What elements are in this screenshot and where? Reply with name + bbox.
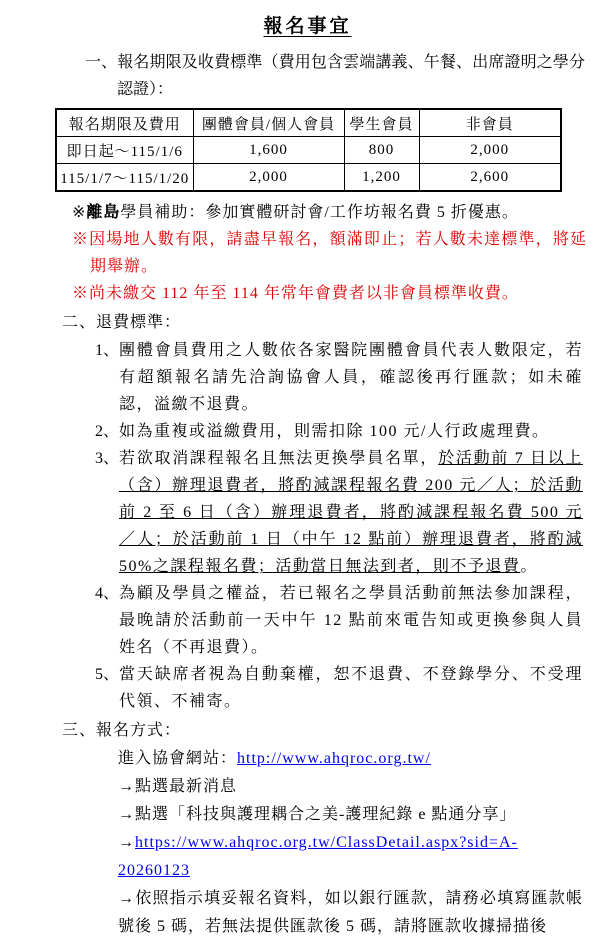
text-run: 如為重複或溢繳費用，則需扣除 100 元/人行政處理費。 xyxy=(119,423,550,440)
text-run: ※ xyxy=(72,204,87,221)
section2-heading: 二、退費標準： xyxy=(62,314,182,331)
item-text xyxy=(119,580,583,661)
fee-table xyxy=(55,108,562,192)
refund-item xyxy=(95,580,583,661)
item-number: 3、 xyxy=(95,450,120,467)
notes-list xyxy=(72,199,587,307)
note-line xyxy=(72,199,587,226)
item-number: 2、 xyxy=(95,423,120,440)
refund-item xyxy=(95,661,583,715)
text-run: 當天缺席者視為自動棄權，恕不退費、不登錄學分、不受理代領、不補寄。 xyxy=(119,666,583,710)
fee-table-head xyxy=(56,109,561,137)
fee-table-row xyxy=(56,137,561,164)
text-run: → xyxy=(118,834,135,851)
section1-heading: 一、報名期限及收費標準（費用包含雲端講義、午餐、出席證明之學分認證）： xyxy=(85,54,585,98)
text-run: →點選「科技與護理耦合之美-護理紀錄 e 點通分享」 xyxy=(118,806,517,823)
note-line xyxy=(72,280,587,307)
text-run: 。 xyxy=(520,558,538,575)
fee-table-cell: 1,200 xyxy=(344,164,419,192)
registration-step xyxy=(118,773,583,801)
hyperlink[interactable]: http://www.ahqroc.org.tw/ xyxy=(237,750,431,767)
item-number: 4、 xyxy=(95,585,120,602)
fee-table-header-cell: 學生會員 xyxy=(344,109,419,137)
fee-table-cell: 1,600 xyxy=(193,137,344,164)
text-run: 學員補助：參加實體研討會/工作坊報名費 5 折優惠。 xyxy=(120,204,519,221)
fee-table-header-cell: 團體會員/個人會員 xyxy=(193,109,344,137)
fee-table-header-cell: 報名期限及費用 xyxy=(56,109,193,137)
registration-step xyxy=(118,829,583,885)
fee-table-cell: 即日起～115/1/6 xyxy=(56,137,193,164)
item-text xyxy=(119,337,583,418)
registration-step xyxy=(118,745,583,773)
item-text xyxy=(119,418,583,445)
text-run: ※尚未繳交 112 年至 114 年常年會費者以非會員標準收費。 xyxy=(72,285,519,302)
registration-step xyxy=(118,801,583,829)
page-title-text: 報名事宜 xyxy=(263,16,352,37)
refund-item xyxy=(95,445,583,580)
text-run: →點選最新消息 xyxy=(118,778,238,795)
note-line xyxy=(72,226,587,280)
fee-table-row xyxy=(56,164,561,192)
fee-table-header-cell: 非會員 xyxy=(419,109,561,137)
item-text xyxy=(119,445,583,580)
text-run: 若欲取消課程報名且無法更換學員名單， xyxy=(119,450,439,467)
registration-step xyxy=(118,885,583,941)
fee-table-cell: 2,000 xyxy=(193,164,344,192)
text-run: 離島 xyxy=(86,204,121,221)
refund-items xyxy=(95,337,583,715)
item-number: 1、 xyxy=(95,342,120,359)
fee-table-body xyxy=(56,137,561,192)
fee-table-cell: 800 xyxy=(344,137,419,164)
text-run: 於活動前 7 日以上（含）辦理退費者，將酌減課程報名費 200 元／人；於活動前 2 至 6 日（含）辦理退費者，將酌減課程報名費 500 元／人；於活動前 1 日（中午 12 點前）辦理退費者，將酌減50%之課程報名費；活動當日無法到者，則不予退費 xyxy=(119,450,583,575)
hyperlink[interactable]: https://www.ahqroc.org.tw/ClassDetail.aspx?sid=A-20260123 xyxy=(118,834,518,879)
text-run: 進入協會網站： xyxy=(118,750,238,767)
text-run: 為顧及學員之權益，若已報名之學員活動前無法參加課程，最晚請於活動前一天中午 12 點前來電告知或更換參與人員姓名（不再退費）。 xyxy=(119,585,583,656)
text-run: 團體會員費用之人數依各家醫院團體會員代表人數限定，若有超額報名請先洽詢協會人員，確認後再行匯款；如未確認，溢繳不退費。 xyxy=(119,342,583,413)
registration-steps xyxy=(118,745,583,941)
item-text xyxy=(119,661,583,715)
refund-item xyxy=(95,418,583,445)
fee-table-cell: 2,000 xyxy=(419,137,561,164)
fee-table-cell: 115/1/7～115/1/20 xyxy=(56,164,193,192)
fee-table-header-row xyxy=(56,109,561,137)
text-run: ※因場地人數有限，請盡早報名，額滿即止；若人數未達標準，將延期舉辦。 xyxy=(72,231,587,275)
section3-heading: 三、報名方式： xyxy=(62,722,182,739)
text-run: →依照指示填妥報名資料，如以銀行匯款，請務必填寫匯款帳號後 5 碼，若無法提供匯款後 5 碼，請將匯款收據掃描後 xyxy=(118,890,583,935)
item-number: 5、 xyxy=(95,666,120,683)
page-title xyxy=(0,0,615,40)
fee-table-cell: 2,600 xyxy=(419,164,561,192)
refund-item xyxy=(95,337,583,418)
